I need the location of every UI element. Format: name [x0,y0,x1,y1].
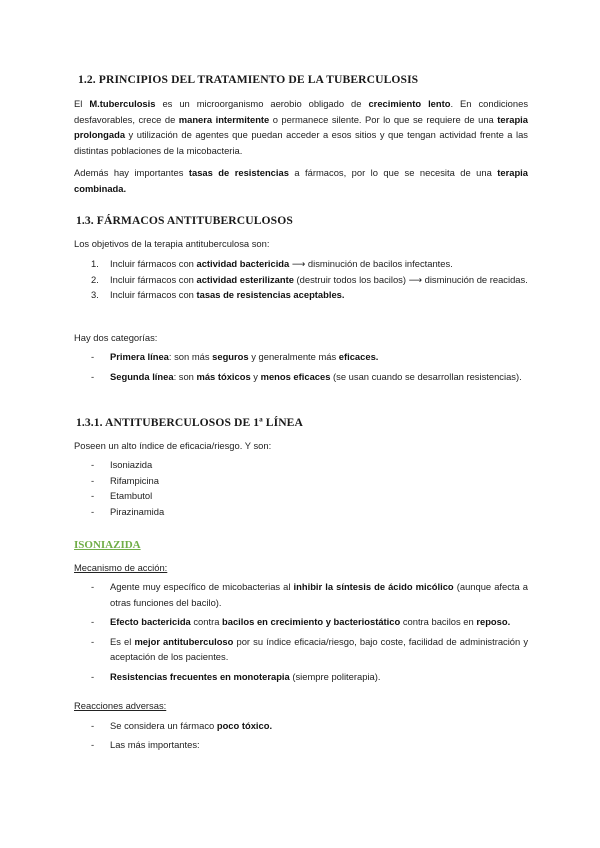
item-number: 1. [91,258,99,269]
text: Es el [110,635,135,647]
bold-text: tasas de resistencias aceptables. [196,289,345,301]
text: Incluir fármacos con [110,258,197,269]
dash-bullet: - [91,581,95,592]
text: : son [173,370,197,382]
text: (se usan cuando se desarrollan resistencias). [330,370,522,382]
bold-text: Efecto bactericida [110,616,191,628]
dash-bullet: - [91,474,95,486]
list-item [91,737,528,753]
text: (siempre politerapia). [289,670,381,682]
section-heading-1-3: 1.3. FÁRMACOS ANTITUBERCULOSOS [76,214,293,227]
list-item [91,457,528,473]
text: Agente muy específico de micobacterias al [110,581,294,592]
text: y utilización de agentes que puedan acceder a esos sitios y que tengan actividad frente a las distintas poblaciones de la micobacteria. [74,129,528,156]
text: y generalmente más [248,351,339,362]
bold-text: terapia combinada. [74,167,528,194]
section-heading-1-2: 1.2. PRINCIPIOS DEL TRATAMIENTO DE LA TUBERCULOSIS [78,73,419,86]
bold-text: tasas de resistencias [188,167,289,178]
dash-bullet: - [91,370,95,382]
dash-bullet: - [91,616,95,628]
text: (aunque afecta a otras funciones del bacilo). [110,581,529,608]
dash-bullet: - [91,635,95,647]
bold-text: Primera línea [110,351,169,362]
bold-text: seguros [212,351,249,362]
text: Incluir fármacos con [110,289,197,301]
mechanism-list [91,579,529,685]
text: y [250,370,261,382]
text: (destruir todos los bacilos) ⟶ disminución de reacidas. [293,273,528,285]
bold-text: bacilos en crecimiento y bacteriostático [222,616,401,628]
drug-name: Rifampicina [110,474,159,486]
text: o permanece silente. Por lo que se requiere de una [269,113,498,125]
section-heading-1-3-1: 1.3.1. ANTITUBERCULOSOS DE 1ª LÍNEA [76,416,303,429]
text: : son más [168,351,213,362]
text: Además hay importantes [74,167,189,178]
text: ⟶ disminución de bacilos infectantes. [289,258,453,269]
bold-text: actividad bactericida [196,258,290,269]
text: El [74,98,90,109]
bold-text: poco tóxico. [216,720,273,731]
bold-text: terapia prolongada [74,113,528,141]
bold-text: crecimiento lento [368,98,451,109]
text: es un microorganismo aerobio obligado de [155,98,369,109]
list-item [91,504,528,520]
list-item [91,718,528,734]
text: contra [190,616,223,628]
list-item [91,369,528,385]
list-item [91,349,528,365]
dash-bullet: - [91,670,95,682]
drugs-intro: Poseen un alto índice de eficacia/riesgo. Y son: [74,440,272,451]
bold-text: reposo. [476,616,511,628]
bold-text: menos eficaces [260,370,331,382]
bold-text: Segunda línea [110,370,174,382]
item-number: 3. [91,289,99,301]
paragraph-mtb [74,96,528,158]
bold-text: M.tuberculosis [89,98,156,109]
item-number: 2. [91,273,99,285]
bold-text: Resistencias frecuentes en monoterapia [110,670,290,682]
dash-bullet: - [91,490,95,502]
dash-bullet: - [91,738,95,750]
bold-text: manera intermitente [178,113,270,125]
categories-intro: Hay dos categorías: [74,332,158,343]
dash-bullet: - [91,720,95,731]
text: Incluir fármacos con [110,273,197,285]
paragraph-resistance [74,165,528,196]
mechanism-heading: Mecanismo de acción: [74,562,168,573]
list-item [91,287,528,303]
dash-bullet: - [91,505,95,517]
list-item [91,256,528,272]
bold-text: eficaces. [338,351,379,362]
text: Se considera un fármaco [110,720,217,731]
isoniazida-heading: ISONIAZIDA [74,539,141,551]
list-item [91,614,528,630]
drug-name: Pirazinamida [110,505,165,517]
list-item [91,473,528,489]
bold-text: mejor antituberculoso [134,635,234,647]
list-item [91,634,529,665]
objectives-intro: Los objetivos de la terapia antituberculosa son: [74,238,270,249]
text: . En condiciones desfavorables, crece de [74,98,529,125]
dash-bullet: - [91,459,95,470]
dash-bullet: - [91,351,95,362]
drug-name: Etambutol [110,490,153,502]
text: por su índice eficacia/riesgo, bajo coste, facilidad de administración y aceptación de los pacientes. [110,635,529,663]
objectives-list [91,256,528,303]
list-item [91,488,528,504]
text: contra bacilos en [400,616,477,628]
first-line-drugs-list [91,457,528,519]
drug-name: Isoniazida [110,459,153,470]
bold-text: actividad esterilizante [196,273,294,285]
list-item [91,579,529,610]
list-item [91,669,528,685]
bold-text: más tóxicos [196,370,251,382]
categories-list [91,349,528,384]
adverse-reactions-heading: Reacciones adversas: [74,700,167,711]
list-item [91,272,528,288]
text: Las más importantes: [110,738,200,750]
text: a fármacos, por lo que se necesita de una [288,167,498,178]
bold-text: inhibir la síntesis de ácido micólico [293,581,454,592]
adverse-reactions-list [91,718,528,752]
